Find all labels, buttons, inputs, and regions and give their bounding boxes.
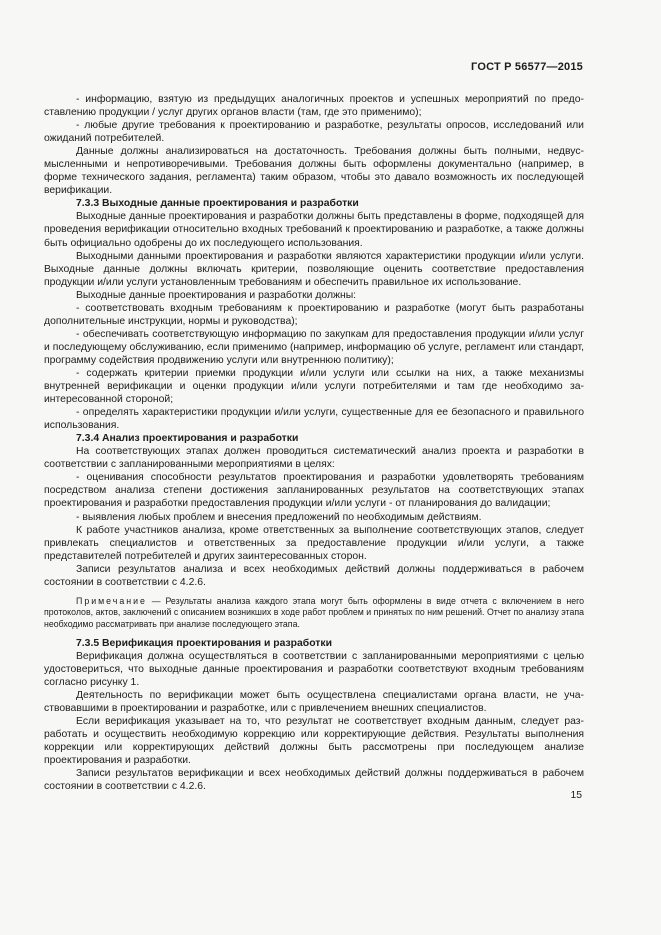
- note: [44, 596, 584, 631]
- paragraph: Выходными данными проектирования и разработки являются характеристики продукции и/или услуги. Выходные данные должны включать критерии, позволяющие оценить соответствие предоставления продукции и/или услуги установленным требованиям и обеспечить правильное их использование.: [44, 250, 584, 288]
- paragraph: Верификация должна осуществляться в соответствии с запланированными мероприятиями с целью удостовериться, что выходные данные проектирования и разработки соответствуют входным требованиям согласно рисунку 1.: [44, 650, 584, 688]
- note-text: — Результаты анализа каждого этапа могут быть оформлены в виде отчета с включением в него протоколов, актов, заключений с описанием возникших в ходе работ проблем и принятых по ним решений. Отчет по анализу этапа необходимо рассматривать при анализе последующего этапа.: [44, 595, 584, 629]
- list-item: - определять характеристики продукции и/или услуги, существенные для ее безопасного и правильного использования.: [44, 407, 584, 432]
- list-item: - обеспечивать соответствующую информацию по закупкам для предоставления продукции и/или услуг и последующему обслуживанию, если применимо (например, информацию об услуге, регламент или стандарт, программу содействия продвижению услуги или внутреннюю политику);: [44, 328, 584, 366]
- paragraph: К работе участников анализа, кроме ответственных за выполнение соответствующих этапов, следует привлекать специалистов и ответственных за предоставление продукции и/или услуги, а также представителей потребителей и других заинтересованных сторон.: [44, 524, 584, 562]
- paragraph: Деятельность по верификации может быть осуществлена специалистами органа власти, не участвовавшими в проектировании и разработке, или с привлечением внешних специалистов.: [44, 689, 584, 714]
- paragraph: Выходные данные проектирования и разработки должны:: [76, 289, 357, 301]
- paragraph: Выходные данные проектирования и разработки должны быть представлены в форме, подходящей для проведения верификации относительно входных требований к проектированию и разработке, а также должны быть официально одобрены до их последующего использования.: [44, 211, 584, 249]
- paragraph: На соответствующих этапах должен проводиться систематический анализ проекта и разработки в соответствии с запланированными мероприятиями в целях:: [44, 446, 584, 471]
- document-header: ГОСТ Р 56577—2015: [471, 61, 583, 73]
- list-item: - оценивания способности результатов проектирования и разработки удовлетворять требованиям посредством анализа степени достижения запланированных результатов на соответствующих этапах проектирования и разработки предоставления продукции и/или услуги - от планирования до валидации;: [44, 472, 584, 510]
- page-body: [44, 93, 584, 793]
- list-item: - соответствовать входным требованиям к проектированию и разработке (могут быть разработаны дополнительные инструкции, нормы и руководства);: [44, 302, 584, 327]
- paragraph: - любые другие требования к проектированию и разработке, результаты опросов, исследований или ожиданий потребителей.: [44, 120, 584, 145]
- paragraph: - информацию, взятую из предыдущих аналогичных проектов и успешных мероприятий по предоставлению продукции / услуг других органов власти (там, где это применимо);: [44, 94, 584, 119]
- section-heading: 7.3.3 Выходные данные проектирования и разработки: [76, 198, 359, 210]
- list-item: - выявления любых проблем и внесения предложений по необходимым действиям.: [76, 511, 482, 523]
- section-heading: 7.3.4 Анализ проектирования и разработки: [76, 433, 299, 445]
- paragraph: Записи результатов верификации и всех необходимых действий должны поддерживаться в рабочем состоянии в соответствии с 4.2.6.: [44, 768, 584, 793]
- paragraph: Записи результатов анализа и всех необходимых действий должны поддерживаться в рабочем состоянии в соответствии с 4.2.6.: [44, 563, 584, 588]
- paragraph: Если верификация указывает на то, что результат не соответствует входным данным, следует разработать и осуществить необходимую коррекцию или корректирующие действия. Результаты выполнения коррекции или корректирующих действий должны быть рассмотрены при последующем анализе проектирования и разработки.: [44, 715, 584, 766]
- section-heading: 7.3.5 Верификация проектирования и разработки: [76, 637, 332, 649]
- page-number: 15: [570, 790, 582, 801]
- note-label: Примечание: [76, 595, 147, 606]
- list-item: - содержать критерии приемки продукции и/или услуги или ссылки на них, а также механизмы внутренней верификации и оценки продукции и/или услуги потребителями и там где необходимо заинтересованной стороной;: [44, 367, 584, 406]
- paragraph: Данные должны анализироваться на достаточность. Требования должны быть полными, недвусмысленными и непротиворечивыми. Требования должны быть оформлены документально (например, в форме технического задания, регламента) таким образом, чтобы это давало возможность их последующей верификации.: [44, 146, 584, 197]
